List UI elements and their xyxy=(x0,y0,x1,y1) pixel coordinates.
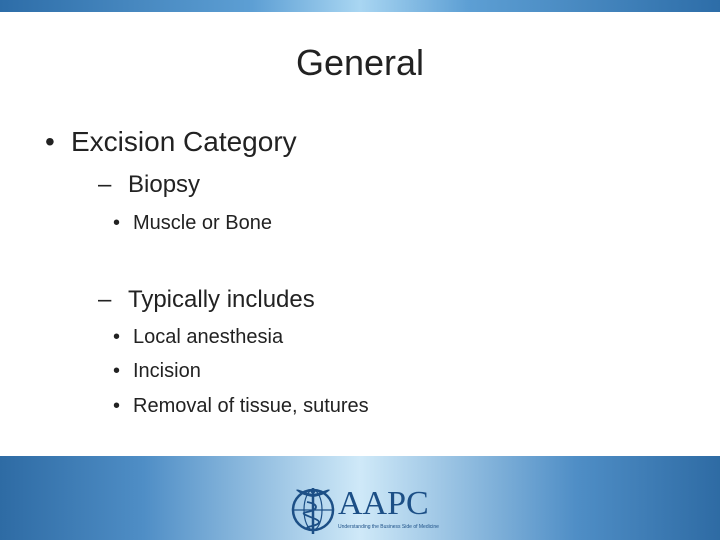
sub-sub-bullet-removal-of-tissue xyxy=(113,395,369,418)
logo-wordmark: AAPC xyxy=(338,485,429,522)
bullet-text: Local anesthesia xyxy=(133,326,284,348)
logo-tagline: Understanding the Business Side of Medicine xyxy=(338,524,439,530)
top-accent-strip xyxy=(0,0,720,12)
dash-marker: – xyxy=(98,286,112,313)
bullet-text: Typically includes xyxy=(128,286,315,313)
bullet-marker: • xyxy=(113,212,121,234)
slide-title: General xyxy=(295,42,425,83)
aapc-logo xyxy=(290,484,439,536)
bullet-text: Biopsy xyxy=(128,171,201,198)
sub-sub-bullet-local-anesthesia xyxy=(113,326,283,349)
bullet-text: Removal of tissue, sutures xyxy=(133,395,369,417)
sub-bullet-biopsy xyxy=(98,171,200,199)
bullet-marker: • xyxy=(113,395,121,417)
bullet-marker: • xyxy=(113,360,121,382)
bullet-excision-category xyxy=(45,126,297,158)
caduceus-globe-icon xyxy=(290,484,336,536)
sub-bullet-typically-includes xyxy=(98,286,315,314)
sub-sub-bullet-incision xyxy=(113,360,201,383)
bullet-marker: • xyxy=(45,126,55,157)
dash-marker: – xyxy=(98,171,112,198)
bullet-text: Muscle or Bone xyxy=(133,212,272,234)
bullet-marker: • xyxy=(113,326,121,348)
bullet-text: Incision xyxy=(133,360,201,382)
bullet-text: Excision Category xyxy=(71,126,297,157)
sub-sub-bullet-muscle-or-bone xyxy=(113,212,272,235)
